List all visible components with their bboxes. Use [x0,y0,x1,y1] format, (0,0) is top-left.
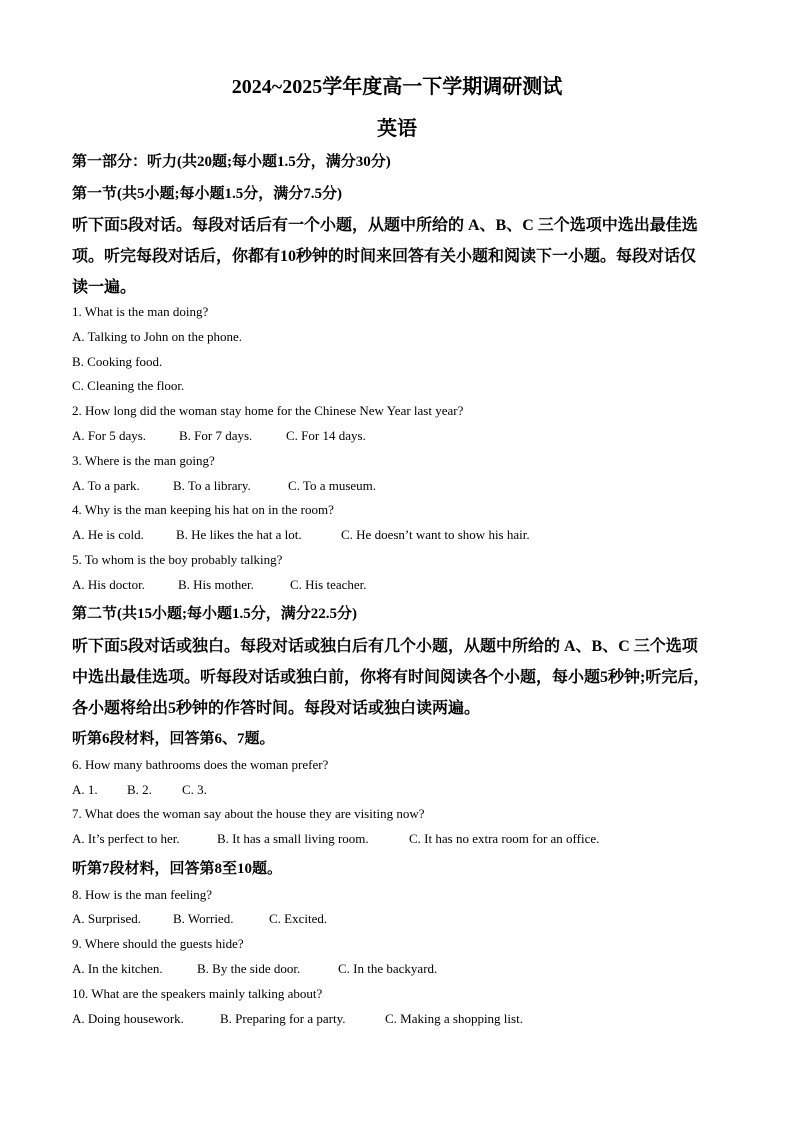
question-option: C. For 14 days. [286,428,366,443]
question-stem: 9. Where should the guests hide? [72,936,244,951]
question-option: C. To a museum. [288,478,377,493]
question-option: A. Doing housework. [72,1011,184,1026]
exam-title: 2024~2025学年度高一下学期调研测试 [231,76,563,98]
section2-heading: 第二节(共15小题;每小题1.5分，满分22.5分) [72,606,357,622]
question-option: B. To a library. [173,478,251,493]
question-options [72,911,327,927]
question-stem: 8. How is the man feeling? [72,887,213,902]
question-option: A. He is cold. [72,527,144,542]
question-option: B. For 7 days. [179,428,253,443]
section1-instruction-line: 读一遍。 [72,279,137,296]
section2-instruction-line: 听下面5段对话或独白。每段对话或独白后有几个小题，从题中所给的 A、B、C 三个选项 [72,638,698,655]
question-options [72,478,376,494]
section2-instruction-line: 各小题将给出5秒钟的作答时间。每段对话或独白读两遍。 [72,700,481,717]
question-option: C. His teacher. [290,577,367,592]
question-options [72,527,530,543]
question-options [72,577,367,593]
question-stem: 1. What is the man doing? [72,304,209,319]
question-options [72,961,437,977]
section1-instruction-line: 项。听完每段对话后，你都有10秒钟的时间来回答有关小题和阅读下一小题。每段对话仅 [72,248,697,265]
question-option: A. For 5 days. [72,428,147,443]
question-options [72,428,366,444]
question-options [72,782,207,798]
question-options [72,831,599,847]
question-option: A. In the kitchen. [72,961,163,976]
question-option: C. Excited. [269,911,328,926]
question-option: A. To a park. [72,478,140,493]
question-option: A. Surprised. [72,911,141,926]
question-option: C. He doesn’t want to show his hair. [341,527,530,542]
question-stem: 2. How long did the woman stay home for the Chinese New Year last year? [72,403,464,418]
question-option: A. Talking to John on the phone. [72,329,243,344]
question-option: B. He likes the hat a lot. [176,527,302,542]
question-option: A. 1. [72,782,98,797]
section1-instruction-line: 听下面5段对话。每段对话后有一个小题，从题中所给的 A、B、C 三个选项中选出最佳选 [72,217,698,234]
part1-heading: 第一部分：听力(共20题;每小题1.5分，满分30分) [72,154,391,170]
question-stem: 3. Where is the man going? [72,453,215,468]
question-option: C. Making a shopping list. [385,1011,523,1026]
question-option: C. Cleaning the floor. [72,378,185,393]
material-heading: 听第7段材料，回答第8至10题。 [72,861,283,877]
question-option: C. It has no extra room for an office. [409,831,600,846]
question-stem: 5. To whom is the boy probably talking? [72,552,283,567]
section1-heading: 第一节(共5小题;每小题1.5分，满分7.5分) [72,186,342,202]
material-heading: 听第6段材料，回答第6、7题。 [72,731,275,747]
question-stem: 6. How many bathrooms does the woman prefer? [72,757,329,772]
question-option: C. In the backyard. [338,961,438,976]
question-option: B. Worried. [173,911,234,926]
section2-instruction-line: 中选出最佳选项。听每段对话或独白前，你将有时间阅读各个小题，每小题5秒钟;听完后， [72,669,710,686]
question-option: A. His doctor. [72,577,145,592]
question-option: C. 3. [182,782,207,797]
question-option: B. Preparing for a party. [220,1011,346,1026]
question-option: B. 2. [127,782,152,797]
question-option: B. Cooking food. [72,354,163,369]
question-option: A. It’s perfect to her. [72,831,180,846]
question-option: B. It has a small living room. [217,831,369,846]
question-stem: 10. What are the speakers mainly talking about? [72,986,323,1001]
question-stem: 4. Why is the man keeping his hat on in the room? [72,502,334,517]
question-stem: 7. What does the woman say about the house they are visiting now? [72,806,425,821]
question-options [72,1011,523,1027]
question-option: B. By the side door. [197,961,301,976]
question-option: B. His mother. [178,577,254,592]
subject-title: 英语 [377,118,417,140]
